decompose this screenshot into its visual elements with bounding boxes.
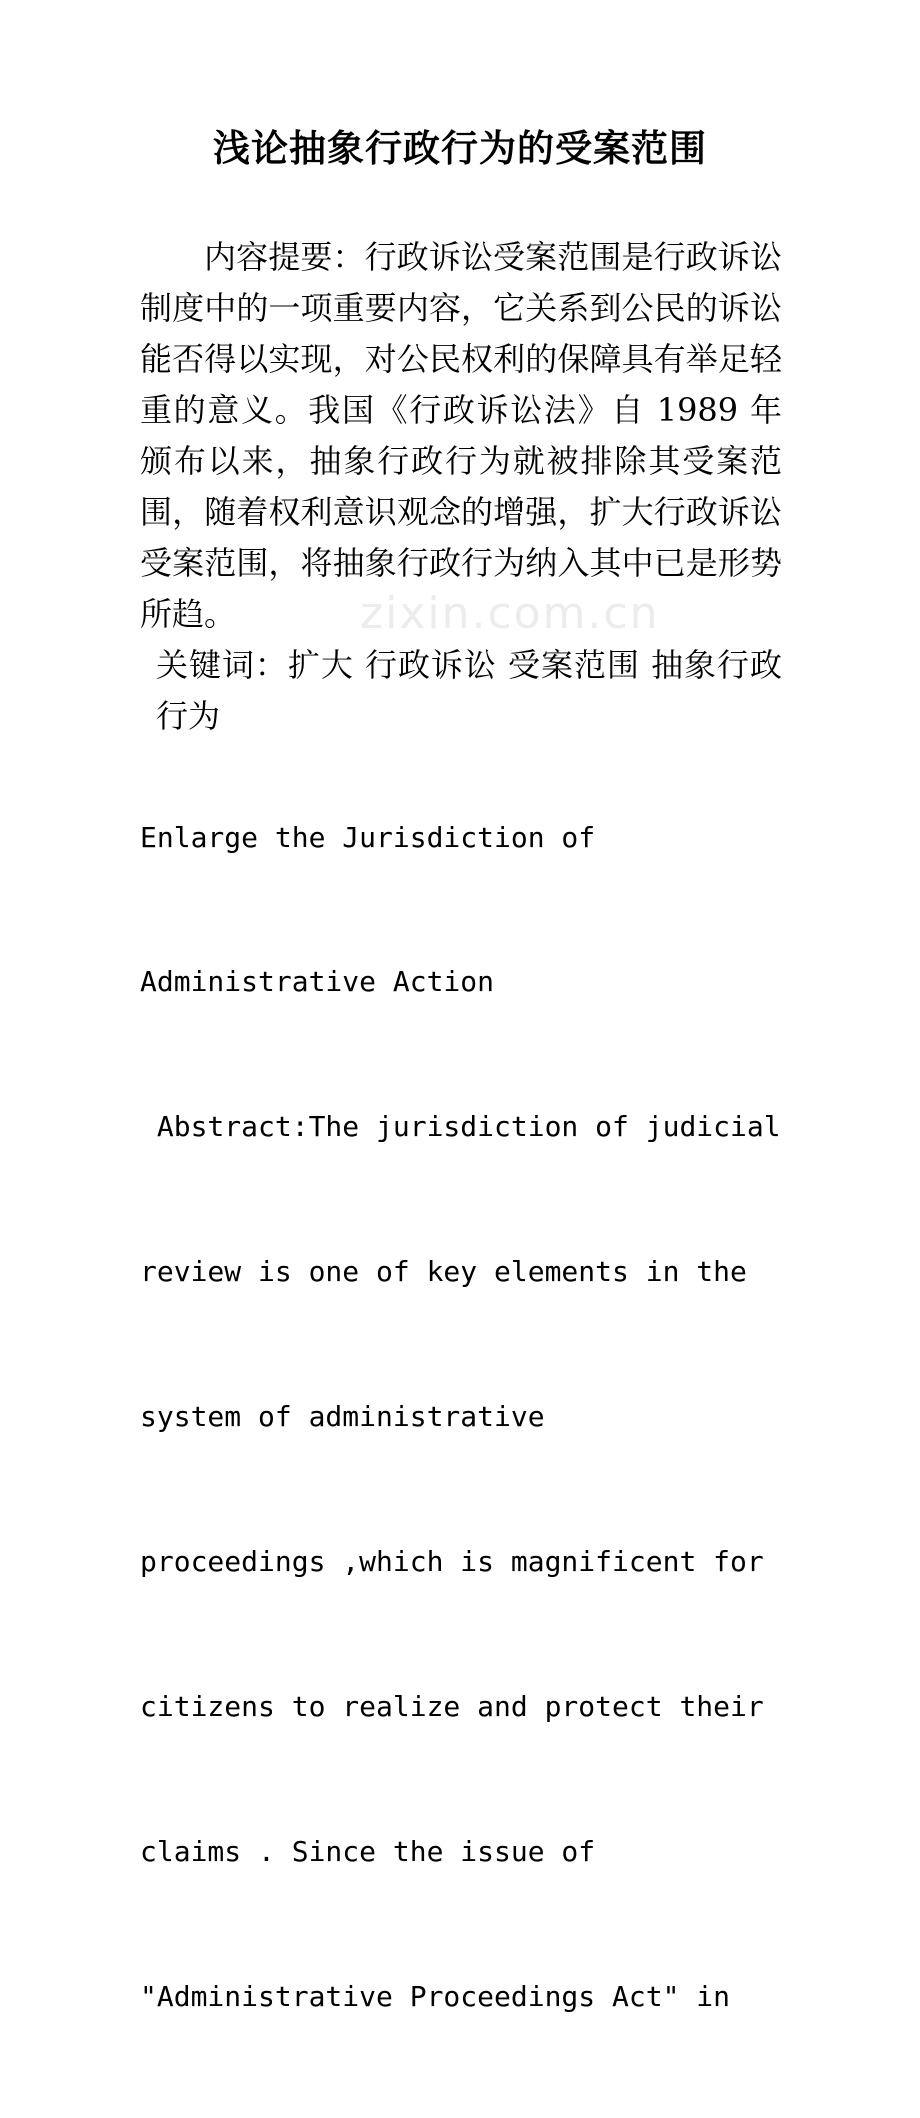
english-abstract-line: claims . Since the issue of xyxy=(140,1834,596,1868)
document-title: 浅论抽象行政行为的受案范围 xyxy=(213,127,707,170)
keywords-cn: 关键词：扩大 行政诉讼 受案范围 抽象行政行为 xyxy=(156,646,782,735)
abstract-cn: 内容提要：行政诉讼受案范围是行政诉讼制度中的一项重要内容，它关系到公民的诉讼能否得以实现，对公民权利的保障具有举足轻重的意义。我国《行政诉讼法》自 1989 年颁布以来，抽象行政行为就被排除其受案范围，随着权利意识观念的增强，扩大行政诉讼受案范围，将抽象行政行为纳入其中已是形势所趋。 xyxy=(140,238,782,633)
english-title-line-1: Enlarge the Jurisdiction of xyxy=(140,820,596,854)
english-abstract-line: Abstract:The jurisdiction of judicial xyxy=(140,1110,781,1144)
english-abstract-line: "Administrative Proceedings Act" in xyxy=(140,1979,731,2013)
english-abstract-line: review is one of key elements in the xyxy=(140,1255,747,1289)
english-section xyxy=(140,717,800,2118)
english-abstract-line: system of administrative xyxy=(140,1400,545,1434)
watermark: zixin.com.cn xyxy=(360,588,660,639)
english-abstract-line: proceedings ,which is magnificent for xyxy=(140,1545,764,1579)
english-abstract-line: citizens to realize and protect their xyxy=(140,1689,764,1723)
english-title-line-2: Administrative Action xyxy=(140,965,495,999)
chinese-abstract-section xyxy=(140,232,782,742)
